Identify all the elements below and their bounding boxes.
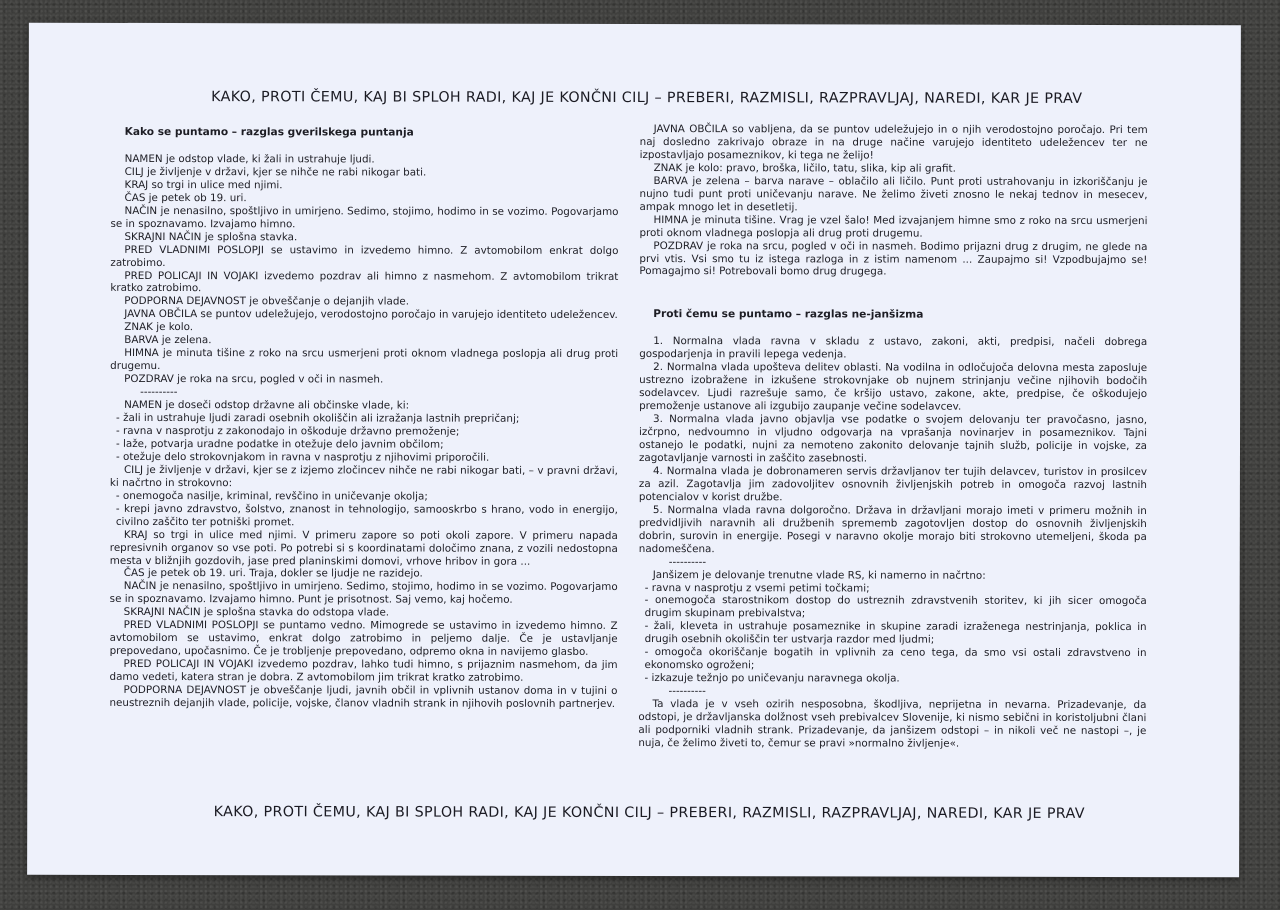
bottom-banner: KAKO, PROTI ČEMU, KAJ BI SPLOH RADI, KAJ JE KONČNI CILJ – PREBERI, RAZMISLI, RAZPRAVLJAJ, NAREDI, KAR JE PRAV: [213, 804, 1085, 822]
leaflet-paper: [27, 23, 1241, 878]
paragraph: - laže, potvarja uradne podatke in otežuje delo javnim občilom;: [115, 437, 444, 451]
paragraph: CILJ je življenje v državi, kjer se nihče ne rabi nikogar bati.: [124, 165, 427, 179]
paragraph: 3. Normalna vlada javno objavlja vse podatke o svojem delovanju ter pravočasno, jasno, izčrpno, nedvoumno in vljudno odgovarja na vprašanja novinarjev in posameznikov. Tajni ostanejo le podatki, nujni za nemoteno zakonito delovanje tajnih služb, policije in vojske, za zagotavljanje varnosti in zaščito zasebnosti.: [638, 413, 1148, 465]
right-top-body: [639, 123, 1147, 280]
paragraph: - ravna v nasprotju z vsemi petimi točkami;: [644, 581, 870, 594]
paragraph: ČAS je petek ob 19. uri.: [124, 191, 247, 205]
paragraph: JAVNA OBČILA se puntov udeležujejo, verodostojno poročajo in varujejo identiteto udeležencev.: [124, 308, 618, 322]
paragraph: - omogoča okoriščanje bogatih in vplivnih za ceno tega, da smo vsi ostali zdravstveno in ekonomsko ogroženi;: [644, 646, 1147, 672]
paragraph: PODPORNA DEJAVNOST je obveščanje o dejanjih vlade.: [124, 295, 410, 308]
paragraph: PRED VLADNIMI POSLOPJI se ustavimo in izvedemo himno. Z avtomobilom enkrat dolgo zatrobimo.: [110, 243, 619, 269]
left-body: [109, 153, 618, 711]
right-heading: Proti čemu se puntamo – razglas ne-janšizma: [653, 308, 924, 322]
paragraph: HIMNA je minuta tišine z roko na srcu usmerjeni proti oknom vladnega poslopja ali drug proti drugemu.: [110, 347, 619, 373]
paragraph: POZDRAV je roka na srcu, pogled v oči in nasmeh. Bodimo prijazni drug z drugim, ne glede na prvi vtis. Vsi smo tu iz istega razloga in z istim namenom ... Zaupajmo si! Vzpodbujajmo se! Pomagajmo si! Potrebovali bomo drug drugega.: [639, 239, 1148, 279]
paragraph: NAMEN je odstop vlade, ki žali in ustrahuje ljudi.: [124, 152, 375, 166]
paragraph: Ta vlada je v vseh ozirih nesposobna, škodljiva, neprijetna in nevarna. Prizadevanje, da odstopi, je državljanska dolžnost vseh prebivalcev Slovenije, ki nismo sebični in koristoljubni člani ali podporniki vladnih strank. Prizadevanje, da janšizem odstopi – in nikoli več ne nastopi –, je nuja, če želimo živeti to, čemur se pravi »normalno življenje«.: [638, 698, 1147, 750]
paragraph: PRED POLICAJI IN VOJAKI izvedemo pozdrav ali himno z nasmehom. Z avtomobilom trikrat kratko zatrobimo.: [110, 269, 619, 295]
paragraph: JAVNA OBČILA so vabljena, da se puntov udeležujejo in o njih verodostojno poročajo. Pri tem naj dosledno zakrivajo obraze in na druge načine varujejo identiteto udeležencev ter ne izpostavljajo posameznikov, ki tega ne želijo!: [639, 123, 1148, 162]
paragraph: SKRAJNI NAČIN je splošna stavka do odstopa vlade.: [123, 606, 390, 619]
paragraph: POZDRAV je roka na srcu, pogled v oči in nasmeh.: [124, 373, 384, 386]
paragraph: PODPORNA DEJAVNOST je obveščanje ljudi, javnih občil in vplivnih ustanov doma in v tujini o neustreznih dejanjih vlade, policije, vojske, članov vladnih strank in njihovih poslovnih partnerjev.: [109, 683, 618, 710]
paragraph: KRAJ so trgi in ulice med njimi.: [124, 178, 283, 192]
top-banner: KAKO, PROTI ČEMU, KAJ BI SPLOH RADI, KAJ JE KONČNI CILJ – PREBERI, RAZMISLI, RAZPRAVLJAJ, NAREDI, KAR JE PRAV: [211, 89, 1083, 107]
left-heading: Kako se puntamo – razglas gverilskega puntanja: [124, 125, 414, 139]
right-column: [638, 123, 1147, 751]
paragraph: BARVA je zelena.: [124, 334, 212, 347]
paragraph: SKRAJNI NAČIN je splošna stavka.: [124, 230, 298, 243]
right-body: [638, 335, 1147, 751]
paragraph: - ravna v nasprotju z zakonodajo in oškoduje državno premoženje;: [116, 424, 460, 438]
paragraph: Janšizem je delovanje trenutne vlade RS, ki namerno in načrtno:: [652, 568, 986, 582]
paragraph: - krepi javno zdravstvo, šolstvo, znanost in tehnologijo, samooskrbo s hrano, vodo in energijo, civilno zaščito ter potniški promet.: [115, 502, 618, 528]
paragraph: 4. Normalna vlada je dobronameren servis državljanov ter tujih delavcev, turistov in prosilcev za azil. Zagotavlja jim zadovoljitev osnovnih življenjskih potreb in omogoča razvoj lastnih potencialov v korist družbe.: [638, 464, 1147, 504]
paragraph: - onemogoča starostnikom dostop do ustreznih zdravstvenih storitev, ki jih sicer omogoča drugim skupinam prebivalstva;: [644, 594, 1147, 620]
paragraph: - žali in ustrahuje ljudi zaradi osebnih okoliščin ali izražanja lastnih prepričanj;: [116, 411, 520, 425]
paragraph: ----------: [668, 555, 707, 568]
paragraph: 5. Normalna vlada ravna dolgoročno. Država in državljani morajo imeti v primeru možnih in predvidljivih naravnih ali družbenih sprememb zagotovljen dostop do osnovnih življenjskih dobrin, surovin in energije. Posegi v naravno okolje morajo biti strokovno utemeljeni, škoda pa nadomeščena.: [638, 503, 1147, 555]
paragraph: ZNAK je kolo.: [124, 321, 194, 334]
paragraph: ----------: [668, 685, 706, 698]
paragraph: PRED POLICAJI IN VOJAKI izvedemo pozdrav, lahko tudi himno, s prijaznim nasmehom, da jim damo vedeti, katera stran je dobra. Z avtomobilom jim trikrat kratko zatrobimo.: [109, 658, 618, 684]
paragraph: - onemogoča nasilje, kriminal, revščino in uničevanje okolja;: [115, 489, 428, 503]
paragraph: NAČIN je nenasilno, spoštljivo in umirjeno. Sedimo, stojimo, hodimo in se vozimo. Pogovarjamo se in spoznavamo. Izvajamo himno. Punt je prisotnost. Saj vemo, kaj hočemo.: [109, 580, 618, 607]
paragraph: 1. Normalna vlada ravna v skladu z ustavo, zakoni, akti, predpisi, načeli dobrega gospodarjenja in pravili lepega vedenja.: [639, 335, 1148, 361]
paragraph: PRED VLADNIMI POSLOPJI se puntamo vedno. Mimogrede se ustavimo in izvedemo himno. Z avtomobilom se ustavimo, enkrat dolgo zatrobimo in peljemo dalje. Če je ustavljanje prepovedano, upočasnimo. Če je trobljenje prepovedano, odpremo okna in navijemo glasbo.: [109, 619, 618, 659]
paragraph: BARVA je zelena – barva narave – oblačilo ali ličilo. Punt proti ustrahovanju in izkoriščanju je nujno tudi punt proti uničevanju narave. Ne želimo živeti znosno le nekaj tednov in mesecev, ampak mnogo let in desetletij.: [639, 174, 1148, 214]
left-column: [109, 122, 618, 711]
paragraph: - žali, kleveta in ustrahuje posameznike in skupine zaradi izraženega nestrinjanja, poklica in drugih osebnih okoliščin ter ustvarja razdor med ljudmi;: [644, 620, 1147, 646]
paragraph: ČAS je petek ob 19. uri. Traja, dokler se ljudje ne razidejo.: [123, 567, 423, 581]
paragraph: 2. Normalna vlada upošteva delitev oblasti. Na vodilna in odločujoča delovna mesta zaposluje ustrezno izobražene in izkušene strokovnjake ob nujnem strinjanju večine njihovih bodočih sodelavcev. Ljudi razrešuje samo, če kršijo ustavo, zakone, akte, predpise, če oškodujejo premoženje ustanove ali izgubijo zaupanje večine sodelavcev.: [639, 361, 1148, 413]
paragraph: KRAJ so trgi in ulice med njimi. V primeru zapore so poti okoli zapore. V primeru napada represivnih organov so vse poti. Po potrebi si s koordinatami določimo znana, z vozili nedostopna mesta v bližnjih gozdovih, jase pred planinskimi domovi, vrhove hribov in gora ...: [109, 528, 618, 568]
paragraph: NAMEN je doseči odstop državne ali občinske vlade, ki:: [124, 398, 410, 412]
paragraph: - izkazuje težnjo po uničevanju naravnega okolja.: [644, 672, 900, 685]
paragraph: NAČIN je nenasilno, spoštljivo in umirjeno. Sedimo, stojimo, hodimo in se vozimo. Pogovarjamo se in spoznavamo. Izvajamo himno.: [110, 204, 619, 231]
paragraph: CILJ je življenje v državi, kjer se z izjemo zločincev nihče ne rabi nikogar bati, – v pravni državi, ki načrtno in strokovno:: [109, 463, 618, 489]
paragraph: HIMNA je minuta tišine. Vrag je vzel šalo! Med izvajanjem himne smo z roko na srcu usmerjeni proti oknom vladnega poslopja ali drug proti drugemu.: [639, 213, 1148, 240]
paragraph: ZNAK je kolo: pravo, broška, ličilo, tatu, slika, kip ali grafit.: [653, 161, 956, 175]
paragraph: - otežuje delo strokovnjakom in ravna v nasprotju z njihovimi priporočili.: [115, 450, 490, 464]
paragraph: ----------: [140, 386, 178, 399]
